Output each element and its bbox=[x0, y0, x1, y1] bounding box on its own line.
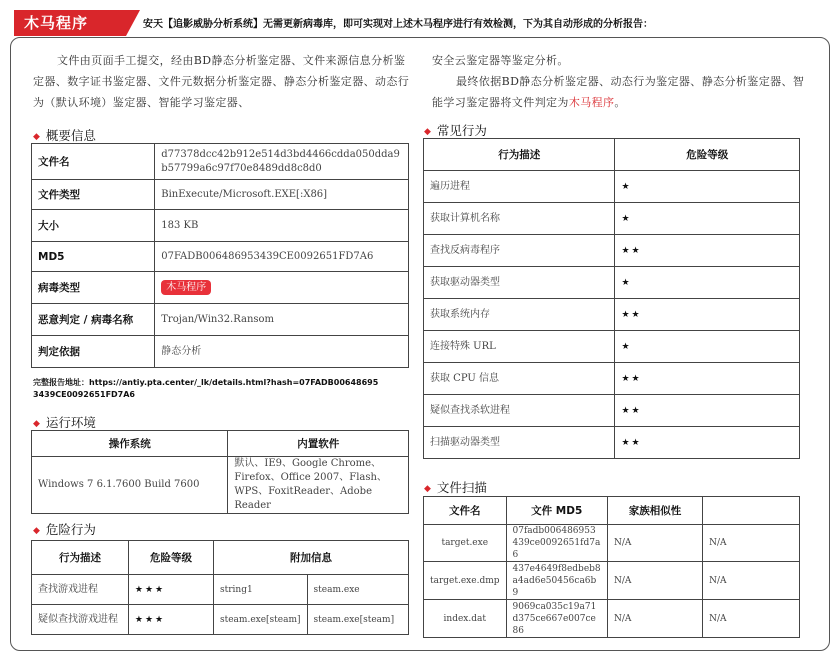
common-cell-desc: 获取系统内存 bbox=[424, 299, 615, 331]
overview-value: 07FADB006486953439CE0092651FD7A6 bbox=[155, 242, 409, 272]
common-row bbox=[424, 363, 800, 395]
danger-cell-b: steam.exe[steam] bbox=[307, 605, 408, 635]
overview-label: 判定依据 bbox=[32, 336, 155, 368]
scan-row bbox=[424, 562, 800, 600]
scan-row bbox=[424, 600, 800, 638]
overview-value: d77378dcc42b912e514d3bd4466cdda050dda9b57799a6c97f70e8489dd8c8d0 bbox=[155, 144, 409, 180]
danger-cell-desc: 查找游戏进程 bbox=[32, 575, 129, 605]
danger-header-extra: 附加信息 bbox=[214, 541, 409, 575]
common-row bbox=[424, 331, 800, 363]
env-title-text: 运行环境 bbox=[45, 415, 96, 430]
common-title: ◆ 常见行为 bbox=[424, 123, 487, 138]
scan-cell-family: N/A bbox=[607, 600, 702, 638]
scan-row bbox=[424, 525, 800, 562]
overview-value: 183 KB bbox=[155, 210, 409, 242]
common-cell-desc: 获取计算机名称 bbox=[424, 203, 615, 235]
intro-left bbox=[33, 50, 411, 113]
env-header-os: 操作系统 bbox=[32, 431, 228, 457]
env-title: ◆ 运行环境 bbox=[33, 415, 96, 430]
scan-title-text: 文件扫描 bbox=[436, 480, 487, 495]
scan-title: ◆ 文件扫描 bbox=[424, 480, 487, 495]
overview-label: 文件名 bbox=[32, 144, 155, 180]
scan-cell-family: N/A bbox=[607, 525, 702, 562]
overview-value: 静态分析 bbox=[155, 336, 409, 368]
scan-cell-md5: 07fadb006486953439ce0092651fd7a6 bbox=[506, 525, 607, 562]
common-cell-level: ★★ bbox=[615, 299, 800, 331]
common-cell-desc: 扫描驱动器类型 bbox=[424, 427, 615, 459]
scan-cell-family: N/A bbox=[607, 562, 702, 600]
overview-row bbox=[32, 180, 409, 210]
env-header-software: 内置软件 bbox=[228, 431, 409, 457]
common-row bbox=[424, 395, 800, 427]
overview-row bbox=[32, 336, 409, 368]
scan-table bbox=[423, 496, 800, 638]
intro-end: 。 bbox=[614, 96, 626, 109]
scan-header-name: 文件名 bbox=[424, 497, 507, 525]
overview-label: 大小 bbox=[32, 210, 155, 242]
overview-value: Trojan/Win32.Ransom bbox=[155, 304, 409, 336]
intro-right-a: 安全云鉴定器等鉴定分析。 bbox=[432, 54, 569, 67]
common-row bbox=[424, 203, 800, 235]
overview-label: MD5 bbox=[32, 242, 155, 272]
overview-title-text: 概要信息 bbox=[45, 128, 96, 143]
common-cell-desc: 查找反病毒程序 bbox=[424, 235, 615, 267]
env-table bbox=[31, 430, 409, 514]
scan-cell-name: target.exe bbox=[424, 525, 507, 562]
common-cell-desc: 连接特殊 URL bbox=[424, 331, 615, 363]
common-row bbox=[424, 235, 800, 267]
overview-row bbox=[32, 144, 409, 180]
scan-header-md5: 文件 MD5 bbox=[506, 497, 607, 525]
intro-right-b: 最终依据BD静态分析鉴定器、动态行为鉴定器、静态分析鉴定器、智能学习鉴定器将文件判定为 bbox=[432, 75, 805, 109]
danger-row bbox=[32, 605, 409, 635]
danger-title-text: 危险行为 bbox=[45, 522, 96, 537]
danger-cell-level: ★★★ bbox=[128, 605, 213, 635]
danger-cell-b: steam.exe bbox=[307, 575, 408, 605]
danger-cell-a: string1 bbox=[214, 575, 308, 605]
common-row bbox=[424, 299, 800, 331]
scan-cell-extra: N/A bbox=[703, 600, 800, 638]
common-cell-desc: 遍历进程 bbox=[424, 171, 615, 203]
scan-cell-md5: 9069ca035c19a71d375ce667e007ce86 bbox=[506, 600, 607, 638]
overview-row bbox=[32, 210, 409, 242]
overview-value: BinExecute/Microsoft.EXE[:X86] bbox=[155, 180, 409, 210]
common-row bbox=[424, 427, 800, 459]
common-header-desc: 行为描述 bbox=[424, 139, 615, 171]
danger-cell-desc: 疑似查找游戏进程 bbox=[32, 605, 129, 635]
overview-row bbox=[32, 242, 409, 272]
common-cell-level: ★ bbox=[615, 331, 800, 363]
danger-cell-a: steam.exe[steam] bbox=[214, 605, 308, 635]
intro-right bbox=[432, 50, 812, 113]
common-cell-desc: 获取驱动器类型 bbox=[424, 267, 615, 299]
common-cell-desc: 获取 CPU 信息 bbox=[424, 363, 615, 395]
scan-header-family: 家族相似性 bbox=[607, 497, 702, 525]
danger-title: ◆ 危险行为 bbox=[33, 522, 96, 537]
common-title-text: 常见行为 bbox=[436, 123, 487, 138]
danger-cell-level: ★★★ bbox=[128, 575, 213, 605]
common-cell-level: ★★ bbox=[615, 235, 800, 267]
common-row bbox=[424, 267, 800, 299]
scan-cell-md5: 437e4649f8edbeb8a4ad6e50456ca6b9 bbox=[506, 562, 607, 600]
common-cell-level: ★ bbox=[615, 203, 800, 235]
danger-header-level: 危险等级 bbox=[128, 541, 213, 575]
intro-verdict: 木马程序 bbox=[568, 96, 615, 109]
overview-row bbox=[32, 304, 409, 336]
common-table bbox=[423, 138, 800, 459]
env-software: 默认、IE9、Google Chrome、Firefox、Office 2007、Flash、WPS、FoxitReader、Adobe Reader bbox=[228, 457, 409, 514]
scan-cell-extra: N/A bbox=[703, 525, 800, 562]
common-row bbox=[424, 171, 800, 203]
virus-type-badge: 木马程序 bbox=[161, 280, 211, 295]
overview-label: 文件类型 bbox=[32, 180, 155, 210]
scan-header-extra bbox=[703, 497, 800, 525]
overview-label: 恶意判定 / 病毒名称 bbox=[32, 304, 155, 336]
overview-label: 病毒类型 bbox=[32, 272, 155, 304]
env-os: Windows 7 6.1.7600 Build 7600 bbox=[32, 457, 228, 514]
scan-cell-name: target.exe.dmp bbox=[424, 562, 507, 600]
category-tag: 木马程序 bbox=[14, 10, 126, 36]
danger-row bbox=[32, 575, 409, 605]
common-cell-level: ★★ bbox=[615, 395, 800, 427]
overview-table bbox=[31, 143, 409, 368]
scan-cell-name: index.dat bbox=[424, 600, 507, 638]
scan-cell-extra: N/A bbox=[703, 562, 800, 600]
overview-title: ◆ 概要信息 bbox=[33, 128, 96, 143]
common-cell-desc: 疑似查找杀软进程 bbox=[424, 395, 615, 427]
danger-table bbox=[31, 540, 409, 635]
common-cell-level: ★ bbox=[615, 171, 800, 203]
danger-header-desc: 行为描述 bbox=[32, 541, 129, 575]
overview-value bbox=[155, 272, 409, 304]
common-cell-level: ★ bbox=[615, 267, 800, 299]
common-cell-level: ★★ bbox=[615, 427, 800, 459]
common-header-level: 危险等级 bbox=[615, 139, 800, 171]
overview-row bbox=[32, 272, 409, 304]
full-report-link[interactable]: 完整报告地址：https://antiy.pta.center/_lk/details.html?hash=07FADB006486953439CE0092651FD7A6 bbox=[33, 378, 379, 399]
report-header: 安天【追影威胁分析系统】无需更新病毒库，即可实现对上述木马程序进行有效检测，下为其自动形成的分析报告： bbox=[143, 19, 653, 30]
intro-left-text: 文件由页面手工提交，经由BD静态分析鉴定器、文件来源信息分析鉴定器、数字证书鉴定器、文件元数据分析鉴定器、静态分析鉴定器、动态行为（默认环境）鉴定器、智能学习鉴定器、 bbox=[33, 54, 410, 109]
common-cell-level: ★★ bbox=[615, 363, 800, 395]
